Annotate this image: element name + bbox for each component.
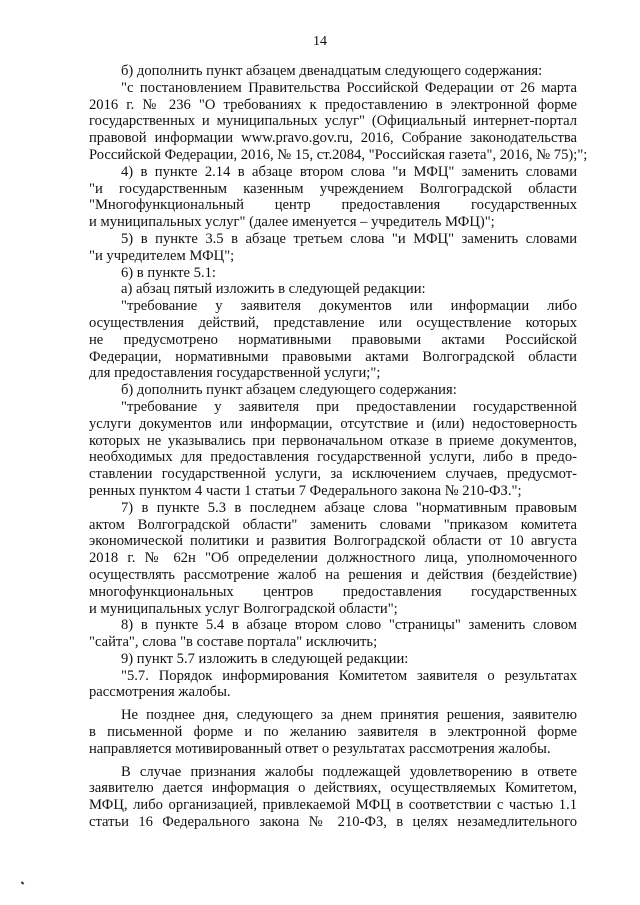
text-line: "требование у заявителя документов или информации либо [121, 298, 577, 315]
page-number: 14 [313, 34, 327, 49]
text-line: 8) в пункте 5.4 в абзаце втором слово "страницы" заменить словом [121, 617, 577, 634]
text-line: актом Волгоградской области" заменить словами "приказом комитета [89, 516, 577, 533]
text-line: "5.7. Порядок информирования Комитетом заявителя о результатах [121, 667, 577, 684]
text-line: "и учредителем МФЦ"; [89, 247, 235, 264]
text-line: 9) пункт 5.7 изложить в следующей редакции: [121, 650, 409, 667]
text-line: которых не указывались при первоначальном отказе в приеме документов, [89, 432, 577, 449]
text-line: а) абзац пятый изложить в следующей редакции: [121, 281, 426, 298]
text-line: для предоставления государственной услуги;"; [89, 365, 381, 382]
text-line: правовой информации www.pravo.gov.ru, 2016, Собрание законодательства [89, 130, 577, 147]
scan-speck [21, 881, 25, 884]
text-line: не предусмотрено нормативными правовыми актами Российской [89, 331, 577, 348]
text-line: 7) в пункте 5.3 в последнем абзаце слова "нормативным правовым [121, 499, 577, 516]
text-line: ренных пунктом 4 части 1 статьи 7 Федерального закона № 210-ФЗ."; [89, 482, 522, 499]
text-line: необходимых для предоставления государственной услуги, либо в предо- [89, 449, 577, 466]
text-line: рассмотрения жалобы. [89, 684, 231, 701]
text-line: Федерации, нормативными правовыми актами Волгоградской области [89, 348, 577, 365]
text-line: "Многофункциональный центр предоставления государственных [89, 197, 577, 214]
text-line: направляется мотивированный ответ о результатах рассмотрения жалобы. [89, 740, 551, 757]
text-line: "сайта", слова "в составе портала" исключить; [89, 634, 378, 651]
text-line: "с постановлением Правительства Российской Федерации от 26 марта [121, 79, 577, 96]
text-line: экономической политики и развития Волгоградской области от 10 августа [89, 533, 577, 550]
text-line: осуществлять рассмотрение жалоб на решения и действия (бездействие) [89, 566, 577, 583]
text-line: и муниципальных услуг Волгоградской области"; [89, 600, 398, 617]
text-line: ставлении государственной услуги, за исключением случаев, предусмот- [89, 466, 577, 483]
text-line: б) дополнить пункт абзацем следующего содержания: [121, 382, 457, 399]
text-line: МФЦ, либо организацией, привлекаемой МФЦ в соответствии с частью 1.1 [89, 797, 577, 814]
text-line: статьи 16 Федерального закона № 210-ФЗ, в целях незамедлительного [89, 814, 577, 831]
text-line: "и государственным казенным учреждением Волгоградской области [89, 180, 577, 197]
text-line: 2018 г. № 62н "Об определении должностного лица, уполномоченного [89, 550, 577, 567]
text-line: 4) в пункте 2.14 в абзаце втором слова "и МФЦ" заменить словами [121, 163, 577, 180]
text-line: услуги документов или информации, отсутствие и (или) недостоверность [89, 415, 577, 432]
text-line: Российской Федерации, 2016, № 15, ст.2084, "Российская газета", 2016, № 75);"; [89, 146, 588, 163]
document-body [89, 63, 588, 831]
text-line: государственных и муниципальных услуг" (Официальный интернет-портал [89, 113, 577, 130]
text-line: осуществления действий, представление или осуществление которых [89, 314, 577, 331]
text-line: многофункциональных центров предоставления государственных [89, 583, 577, 600]
text-line: 6) в пункте 5.1: [121, 264, 216, 281]
text-line: "требование у заявителя при предоставлении государственной [121, 398, 577, 415]
text-line: заявителю дается информация о действиях, осуществляемых Комитетом, [89, 780, 577, 797]
text-line: 2016 г. № 236 "О требованиях к предоставлению в электронной форме [89, 96, 577, 113]
text-line: 5) в пункте 3.5 в абзаце третьем слова "и МФЦ" заменить словами [121, 230, 577, 247]
text-line: и муниципальных услуг" (далее именуется – учредитель МФЦ)"; [89, 214, 495, 231]
text-line: в письменной форме и по желанию заявителя в электронной форме [89, 724, 577, 741]
text-line: В случае признания жалобы подлежащей удовлетворению в ответе [121, 763, 577, 780]
text-line: б) дополнить пункт абзацем двенадцатым следующего содержания: [121, 63, 543, 79]
text-line: Не позднее дня, следующего за днем принятия решения, заявителю [121, 707, 577, 724]
